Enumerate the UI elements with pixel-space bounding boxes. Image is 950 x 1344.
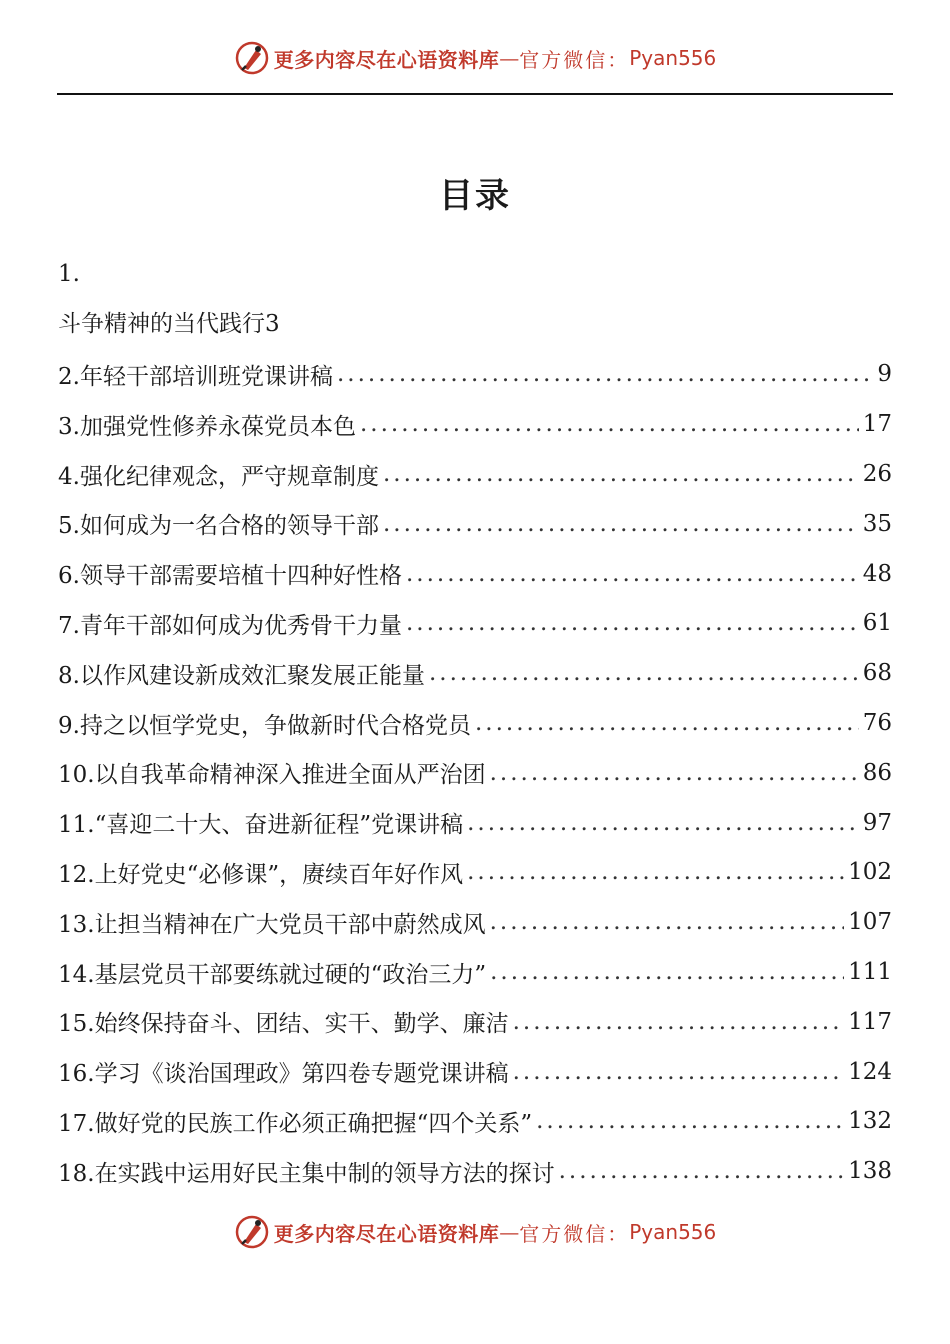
toc-entry[interactable]: [58, 798, 892, 848]
toc-dot-leader: [513, 1009, 845, 1035]
toc-entry-page: 102: [848, 859, 892, 886]
toc-entry-title: 斗争精神的当代践行: [58, 310, 265, 337]
header-brand-separator: —: [499, 46, 520, 70]
toc-entry-page: 17: [862, 411, 892, 438]
toc-entry-title: 18.在实践中运用好民主集中制的领导方法的探讨: [58, 1160, 555, 1187]
footer-brand-separator: —: [499, 1220, 520, 1244]
toc-entry-page: 117: [848, 1008, 892, 1035]
toc-entry-title: 8.以作风建设新成效汇聚发展正能量: [58, 662, 425, 689]
pen-nib-icon: [234, 40, 270, 76]
toc-entry[interactable]: [58, 748, 892, 798]
toc-entry-page: 132: [848, 1108, 892, 1135]
toc-entry[interactable]: [58, 648, 892, 698]
toc-entry[interactable]: [58, 848, 892, 898]
toc-dot-leader: [475, 710, 859, 736]
toc-entry-title: 15.始终保持奋斗、团结、实干、勤学、廉洁: [58, 1011, 509, 1038]
toc-entry[interactable]: [58, 300, 892, 350]
table-of-contents: [58, 250, 892, 1196]
toc-entry[interactable]: [58, 997, 892, 1047]
header-divider: [57, 93, 893, 95]
toc-entry-title: 5.如何成为一名合格的领导干部: [58, 513, 379, 540]
toc-entry-title: 2.年轻干部培训班党课讲稿: [58, 363, 333, 390]
toc-entry-title: 9.持之以恒学党史，争做新时代合格党员: [58, 712, 471, 739]
toc-entry-title: 11.“喜迎二十大、奋进新征程”党课讲稿: [58, 812, 464, 839]
header-wechat-id: Pyan556: [629, 46, 717, 70]
header-wechat-label: 官方微信：: [519, 47, 630, 72]
toc-dot-leader: [559, 1158, 845, 1184]
toc-entry-title: 16.学习《谈治国理政》第四卷专题党课讲稿: [58, 1061, 509, 1088]
toc-entry[interactable]: [58, 250, 892, 300]
footer-wechat-id: Pyan556: [629, 1220, 717, 1244]
toc-entry[interactable]: [58, 1146, 892, 1196]
toc-dot-leader: [406, 561, 859, 587]
footer-wechat-label: 官方微信：: [519, 1221, 630, 1246]
toc-entry[interactable]: [58, 350, 892, 400]
toc-entry-title: 13.让担当精神在广大党员干部中蔚然成风: [58, 911, 486, 938]
toc-entry-page: 35: [862, 510, 892, 537]
footer-brand-text: 更多内容尽在心语资料库: [273, 1221, 500, 1246]
toc-dot-leader: [360, 411, 859, 437]
toc-entry[interactable]: [58, 549, 892, 599]
toc-entry[interactable]: [58, 499, 892, 549]
toc-dot-leader: [337, 361, 873, 387]
header-brand-text: 更多内容尽在心语资料库: [273, 47, 500, 72]
toc-dot-leader: [490, 760, 859, 786]
toc-entry-title: 14.基层党员干部要练就过硬的“政治三力”: [58, 961, 487, 988]
toc-entry-page: 97: [862, 809, 892, 836]
toc-entry-title: 1.: [58, 261, 80, 287]
toc-entry[interactable]: [58, 897, 892, 947]
toc-entry[interactable]: [58, 399, 892, 449]
toc-dot-leader: [513, 1059, 845, 1085]
toc-dot-leader: [467, 810, 859, 836]
toc-entry-page: 138: [848, 1158, 892, 1185]
toc-entry-title: 7.青年干部如何成为优秀骨干力量: [58, 612, 402, 639]
toc-dot-leader: [536, 1108, 844, 1134]
page-header: [0, 38, 950, 78]
toc-dot-leader: [429, 660, 859, 686]
toc-entry-page: 107: [848, 909, 892, 936]
toc-entry[interactable]: [58, 1047, 892, 1097]
toc-entry[interactable]: [58, 698, 892, 748]
toc-dot-leader: [406, 610, 859, 636]
toc-entry[interactable]: [58, 1097, 892, 1147]
toc-entry-page: 76: [862, 710, 892, 737]
toc-entry-title: 3.加强党性修养永葆党员本色: [58, 413, 356, 440]
toc-entry-page: 26: [862, 461, 892, 488]
toc-entry-title: 10.以自我革命精神深入推进全面从严治团: [58, 762, 486, 789]
toc-entry-page: 124: [848, 1058, 892, 1085]
toc-entry[interactable]: [58, 449, 892, 499]
toc-entry-page: 68: [862, 660, 892, 687]
toc-entry-page: 48: [862, 560, 892, 587]
page-footer: [0, 1212, 950, 1252]
toc-entry-page: 9: [877, 361, 892, 388]
toc-entry[interactable]: [58, 947, 892, 997]
toc-entry-page: 111: [848, 959, 892, 986]
toc-entry-page: 86: [862, 759, 892, 786]
toc-entry-title: 6.领导干部需要培植十四种好性格: [58, 563, 402, 590]
toc-entry[interactable]: [58, 599, 892, 649]
toc-dot-leader: [490, 909, 845, 935]
toc-entry-title: 17.做好党的民族工作必须正确把握“四个关系”: [58, 1110, 533, 1137]
toc-dot-leader: [490, 959, 844, 985]
toc-dot-leader: [383, 511, 859, 537]
toc-entry-page: 61: [862, 610, 892, 637]
pen-nib-icon: [234, 1214, 270, 1250]
toc-entry-page: 3: [265, 310, 280, 337]
toc-dot-leader: [383, 461, 859, 487]
page-title: 目录: [439, 176, 511, 216]
toc-entry-title: 12.上好党史“必修课”，赓续百年好作风: [58, 861, 464, 888]
toc-dot-leader: [467, 859, 844, 885]
toc-entry-title: 4.强化纪律观念，严守规章制度: [58, 463, 379, 490]
